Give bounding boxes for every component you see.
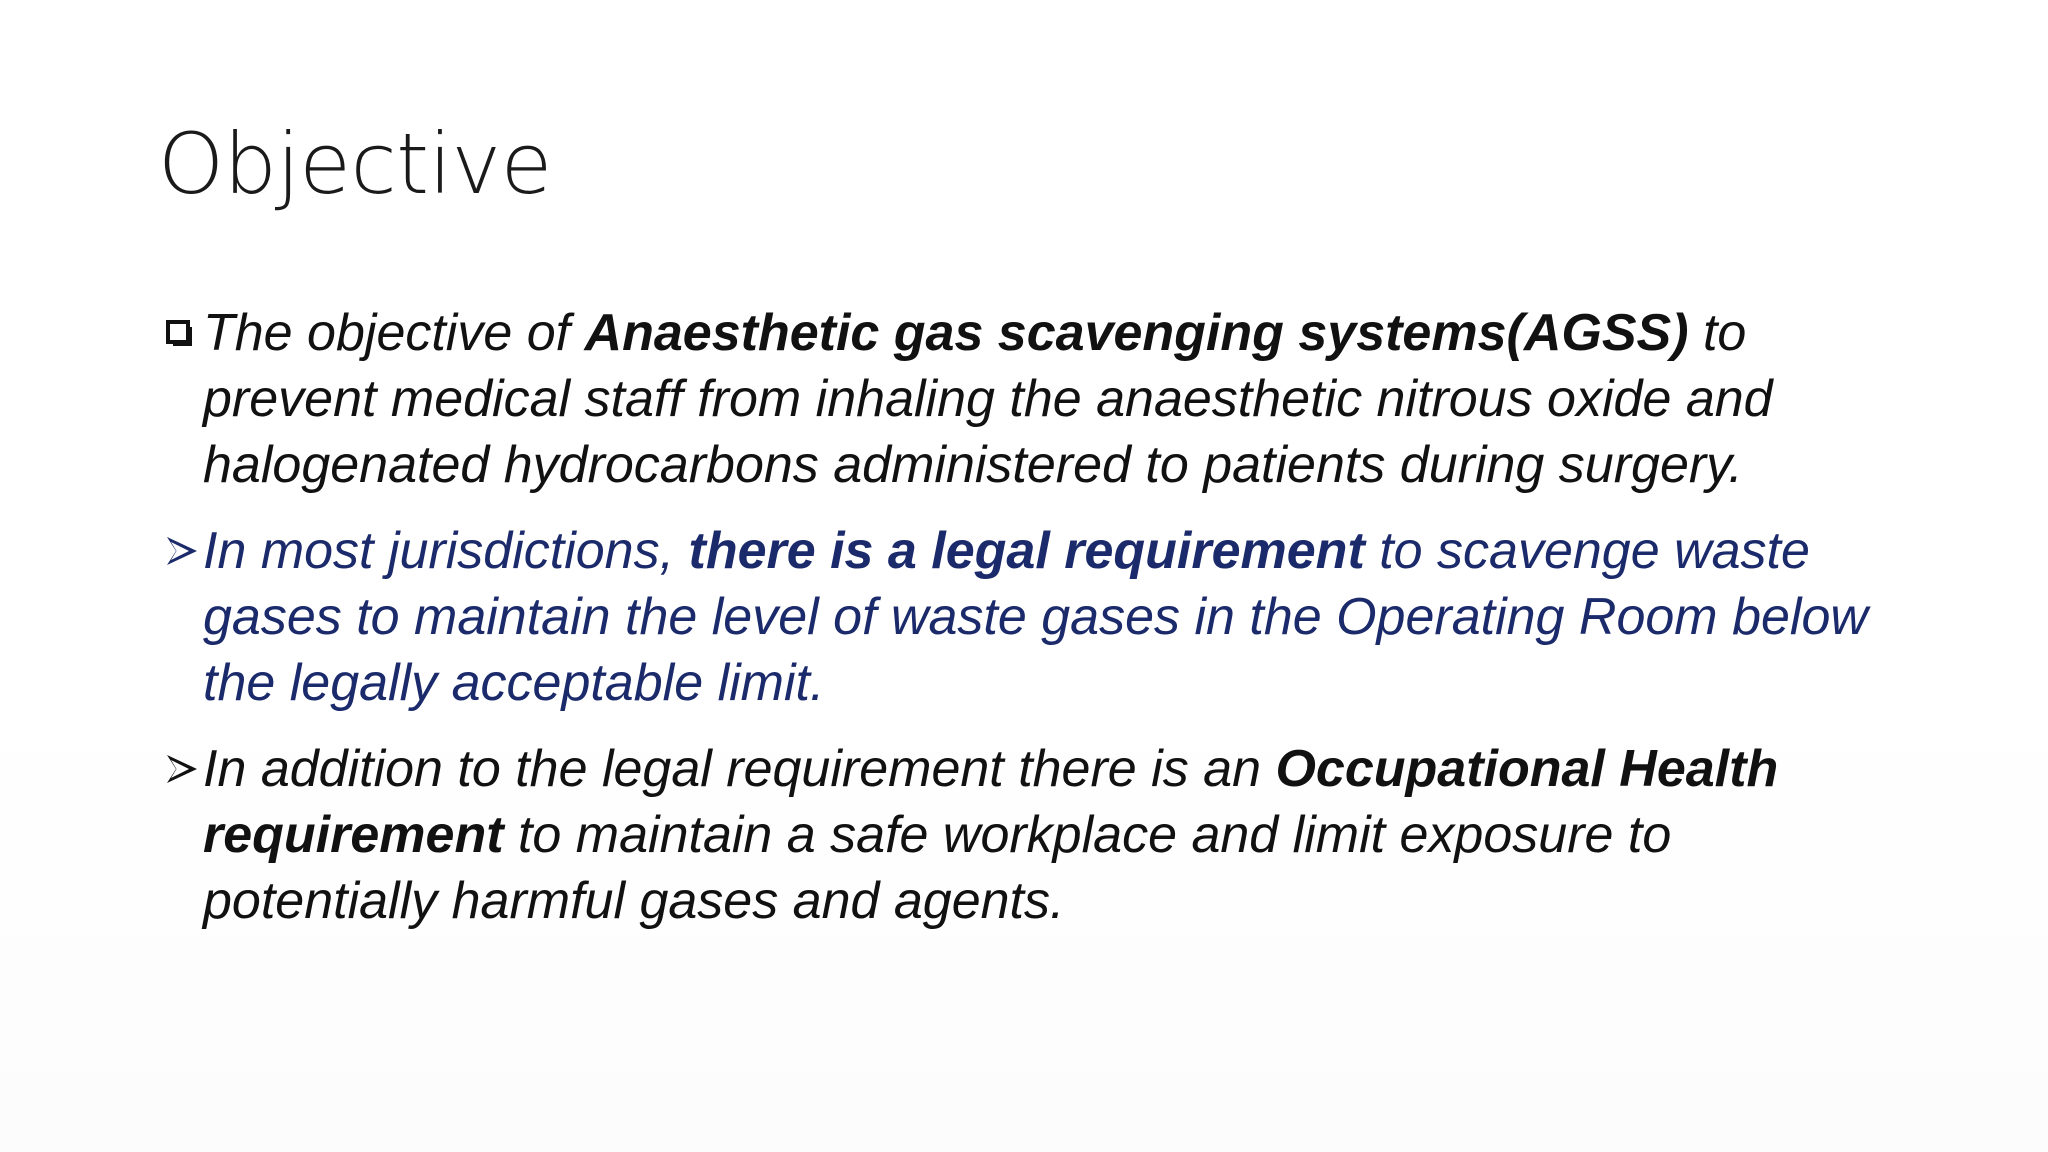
bullet-item-legal xyxy=(165,518,1905,716)
bullet-item-objective xyxy=(165,300,1905,498)
bullet-item-occupational xyxy=(165,736,1905,934)
slide-title: Objective xyxy=(158,115,552,213)
arrowhead-icon xyxy=(165,518,203,584)
bullet-text-1b: to prevent medical staff from inhaling the anaesthetic nitrous oxide and halogenated hydrocarbons administered to patients during surgery. xyxy=(203,304,1773,494)
checkbox-square-icon xyxy=(165,300,203,366)
bullet-text-2b: to scavenge waste gases to maintain the level of waste gases in the Operating Room below the legally acceptable limit. xyxy=(203,522,1868,712)
bullet-text-3-bold: Occupational Health requirement xyxy=(203,740,1779,864)
bullet-text-3a: In addition to the legal requirement there is an xyxy=(203,740,1276,798)
bullet-text-2a: In most jurisdictions, xyxy=(203,522,689,580)
bullet-list xyxy=(165,300,1905,954)
bullet-text-1-bold: Anaesthetic gas scavenging systems(AGSS) xyxy=(584,304,1689,362)
bullet-text-1a: The objective of xyxy=(203,304,585,362)
bullet-text-2-bold: there is a legal requirement xyxy=(688,522,1365,580)
bullet-text-3b: to maintain a safe workplace and limit exposure to potentially harmful gases and agents. xyxy=(203,806,1672,930)
arrowhead-icon xyxy=(165,736,203,802)
